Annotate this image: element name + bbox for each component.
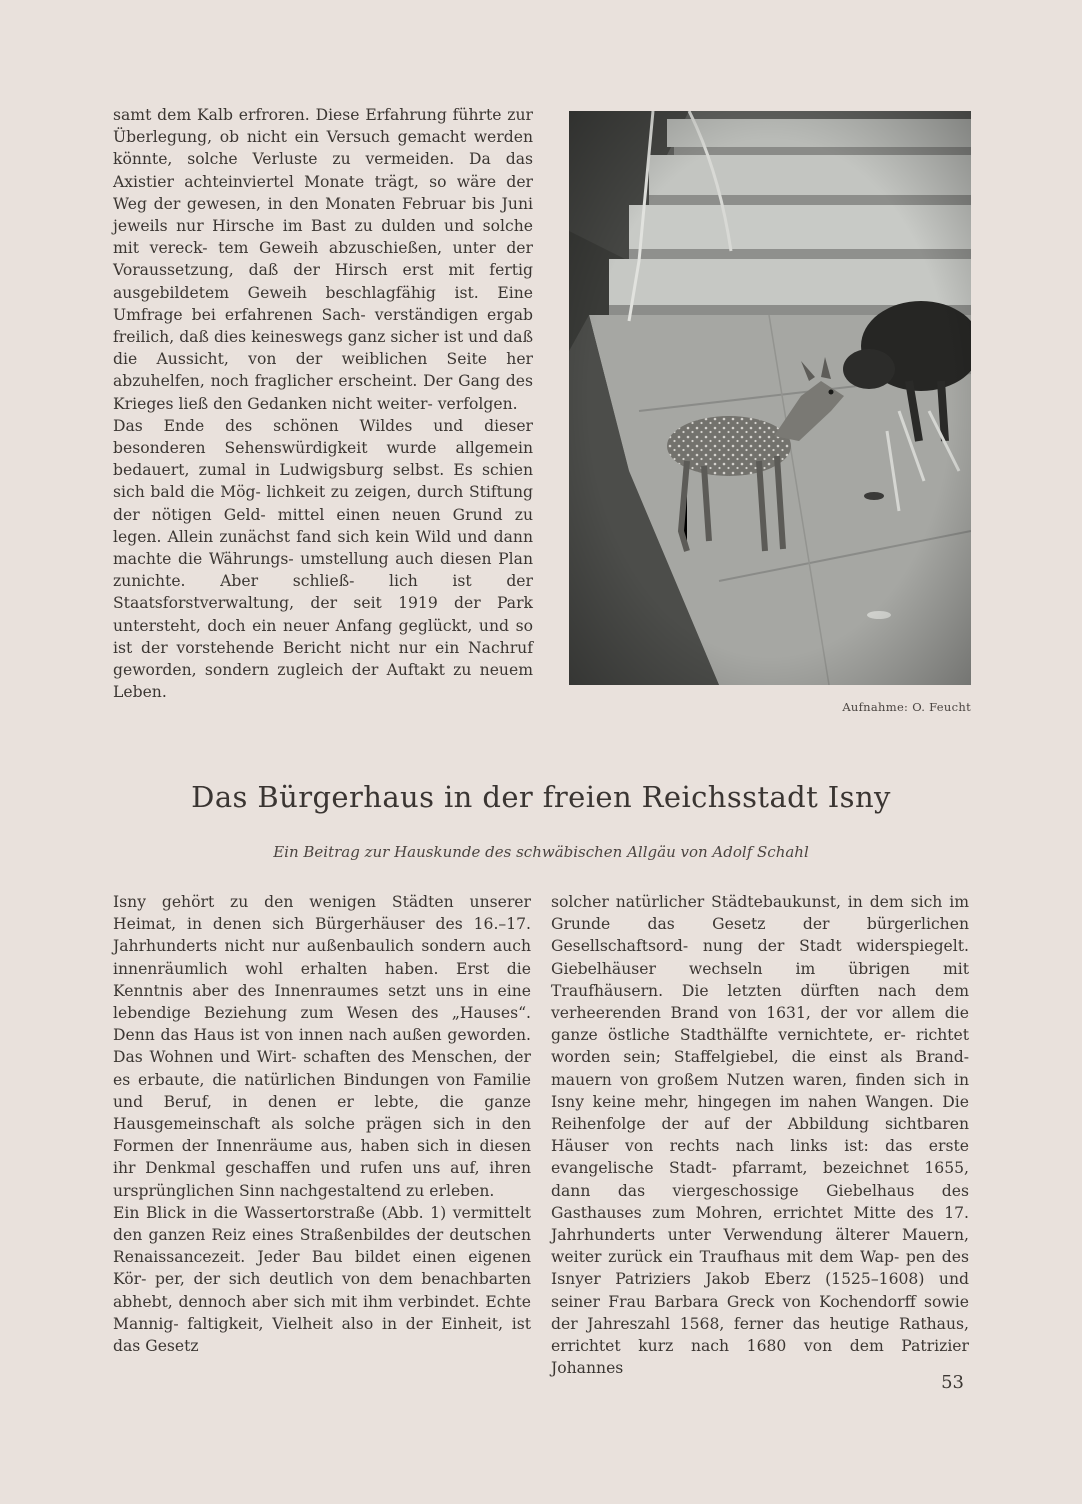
photo-image (569, 111, 971, 685)
page-number: 53 (941, 1372, 964, 1393)
paragraph: solcher natürlicher Städtebaukunst, in dem sich im Grunde das Gesetz der bürgerlichen Gesellschaftsord- nung der Stadt widerspiegelt. Giebelhäuser wechseln im übrigen mit Traufhäusern. Die letzten dürften nach dem verheerenden Brand von 1631, der vor allem die ganze östliche Stadthälfte vernichtete, er- richtet worden sein; Staffelgiebel, die einst als Brand- mauern von großem Nutzen waren, finden sich in Isny keine mehr, hingegen im nahen Wangen. Die Reihenfolge der auf der Abbildung sichtbaren Häuser von rechts nach links ist: das erste evangelische Stadt- pfarramt, bezeichnet 1655, dann das viergeschossige Giebelhaus des Gasthauses zum Mohren, errichtet Mitte des 17. Jahrhunderts unter Verwendung älterer Mauern, weiter zurück ein Traufhaus mit dem Wap- pen des Isnyer Patriziers Jakob Eberz (1525–1608) und seiner Frau Barbara Greck von Kochendorff sowie der Jahreszahl 1568, ferner das heutige Rathaus, errichtet kurz nach 1680 von dem Patrizier Johannes (551, 893, 969, 1378)
article-title: Das Bürgerhaus in der freien Reichsstadt Isny (191, 780, 891, 814)
paragraph: Isny gehört zu den wenigen Städten unserer Heimat, in denen sich Bürgerhäuser des 16.–17. Jahrhunderts nicht nur außenbaulich sondern auch innenräumlich wohl erhalten haben. Erst die Kenntnis aber des Innenraumes setzt uns in eine lebendige Beziehung zum Wesen des „Hauses“. Denn das Haus ist von innen nach außen geworden. Das Wohnen und Wirt- schaften des Menschen, der es erbaute, die natürlichen Bindungen von Familie und Beruf, in denen er lebte, die ganze Hausgemeinschaft als solche prägen sich in den Formen der Innenräume aus, haben sich in diesen ihr Denkmal geschaffen und rufen uns auf, ihren ursprünglichen Sinn nachgestaltend zu erleben. (113, 893, 531, 1200)
photo-caption: Aufnahme: O. Feucht (842, 700, 971, 714)
top-text-column (113, 104, 533, 703)
paragraph: Das Ende des schönen Wildes und dieser besonderen Sehenswürdigkeit wurde allgemein bedauert, zumal in Ludwigsburg selbst. Es schien sich bald die Mög- lichkeit zu zeigen, durch Stiftung der nötigen Geld- mittel einen neuen Grund zu legen. Allein zunächst fand sich kein Wild und dann machte die Währungs- umstellung auch diesen Plan zunichte. Aber schließ- lich ist der Staatsforstverwaltung, der seit 1919 der Park untersteht, doch ein neuer Anfang geglückt, und so ist der vorstehende Bericht nicht nur ein Nachruf geworden, sondern zugleich der Auftakt zu neuem Leben. (113, 416, 533, 702)
article-subtitle: Ein Beitrag zur Hauskunde des schwäbischen Allgäu von Adolf Schahl (273, 843, 809, 861)
article-right-column (551, 891, 969, 1379)
paragraph: Ein Blick in die Wassertorstraße (Abb. 1) vermittelt den ganzen Reiz eines Straßenbildes der deutschen Renaissancezeit. Jeder Bau bildet einen eigenen Kör- per, der sich deutlich von dem benachbarten abhebt, dennoch aber sich mit ihm verbindet. Echte Mannig- faltigkeit, Vielheit also in der Einheit, ist das Gesetz (113, 1203, 531, 1356)
paragraph: samt dem Kalb erfroren. Diese Erfahrung führte zur Überlegung, ob nicht ein Versuch gemacht werden könnte, solche Verluste zu vermeiden. Da das Axistier achteinviertel Monate trägt, so wäre der Weg der gewesen, in den Monaten Februar bis Juni jeweils nur Hirsche im Bast zu dulden und solche mit vereck- tem Geweih abzuschießen, unter der Voraussetzung, daß der Hirsch erst mit fertig ausgebildetem Geweih beschlagfähig ist. Eine Umfrage bei erfahrenen Sach- verständigen ergab freilich, daß dies keineswegs ganz sicher ist und daß die Aussicht, von der weiblichen Seite her abzuhelfen, noch fraglicher erscheint. Der Gang des Krieges ließ den Gedanken nicht weiter- verfolgen. (113, 106, 533, 413)
article-left-column (113, 891, 531, 1357)
photo-fawn-and-dog (569, 111, 971, 685)
